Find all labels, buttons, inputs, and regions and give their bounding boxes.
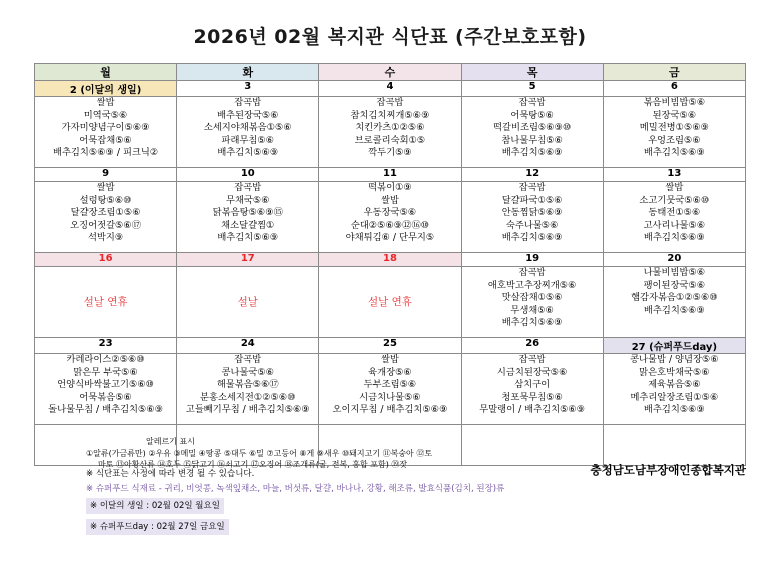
menu-cell	[177, 182, 319, 253]
date-cell: 2 (이달의 생일)	[35, 81, 177, 97]
menu-item: 배추김치⑤⑥⑨	[643, 232, 705, 244]
menu-item: 깍두기⑤⑨	[368, 147, 412, 159]
date-cell: 25	[319, 338, 461, 354]
date-cell: 11	[319, 168, 461, 182]
menu-item: 맛살잡채①⑤⑥	[501, 292, 563, 304]
menu-cell	[35, 182, 177, 253]
date-cell: 18	[319, 253, 461, 267]
menu-item: 돌나물무침 / 배추김치⑤⑥⑨	[48, 404, 164, 416]
date-cell: 13	[603, 168, 745, 182]
menu-item: 오징어젓갈⑤⑥⑰	[70, 219, 142, 231]
menu-item: 쌀밥	[380, 354, 399, 365]
menu-item: 배추김치⑤⑥⑨	[501, 232, 563, 244]
menu-item: 쌀밥	[380, 194, 399, 206]
menu-item: 어묵잡채⑤⑥	[79, 134, 132, 146]
holiday-cell: 설날 연휴	[319, 267, 461, 338]
menu-item: 햄감자볶음①②⑤⑥⑩	[631, 292, 718, 304]
note-superfood-day: ※ 슈퍼푸드day : 02월 27일 금요일	[86, 519, 229, 535]
menu-row	[35, 354, 746, 425]
allergy-legend-line-2: 마토 ⑬아황산류 ⑭호두 ⑮닭고기 ⑯쇠고기 ⑰오징어 ⑱조개류(굴, 전복, 홍합 포함) ⑲잣	[98, 460, 408, 469]
blank-cell	[461, 425, 603, 466]
menu-item: 배추김치⑤⑥⑨	[501, 147, 563, 159]
organization-name: 충청남도남부장애인종합복지관	[590, 463, 746, 477]
menu-item: 안동찜닭⑤⑥⑨	[501, 207, 563, 219]
menu-item: 잡곡밥	[518, 97, 546, 108]
menu-item: 맑은무 부국⑤⑥	[73, 366, 138, 378]
menu-item: 언양식바싹불고기⑤⑥⑩	[57, 379, 155, 391]
date-cell: 17	[177, 253, 319, 267]
weekday-header-fri: 금	[603, 64, 745, 81]
date-cell: 19	[461, 253, 603, 267]
menu-cell	[461, 182, 603, 253]
menu-item: 배추김치⑤⑥⑨	[217, 147, 279, 159]
menu-item: 떡볶이①⑨	[368, 182, 412, 193]
menu-item: 나물비빔밥⑤⑥	[643, 267, 706, 278]
menu-item: 잡곡밥	[518, 182, 546, 193]
menu-item: 메추리알장조림①⑤⑥	[630, 391, 719, 403]
note-change: ※ 식단표는 사정에 따라 변경 될 수 있습니다.	[86, 469, 255, 479]
date-cell: 26	[461, 338, 603, 354]
menu-item: 오이지무침 / 배추김치⑤⑥⑨	[332, 404, 448, 416]
menu-cell	[461, 354, 603, 425]
menu-item: 콩나물밥 / 양념장⑤⑥	[630, 354, 719, 365]
menu-item: 쌀밥	[96, 97, 115, 108]
date-row	[35, 338, 746, 354]
menu-item: 설렁탕⑤⑥⑩	[79, 194, 132, 206]
menu-item: 된장국⑤⑥	[652, 109, 697, 121]
weekday-header-wed: 수	[319, 64, 461, 81]
date-row	[35, 168, 746, 182]
menu-item: 시금치나물⑤⑥	[359, 391, 421, 403]
date-row	[35, 253, 746, 267]
menu-item: 육개장⑤⑥	[368, 366, 412, 378]
menu-item: 소고기뭇국⑤⑥⑩	[639, 194, 710, 206]
date-cell: 10	[177, 168, 319, 182]
date-row	[35, 81, 746, 97]
menu-item: 브로콜리숙회①⑤	[354, 134, 426, 146]
menu-item: 배추김치⑤⑥⑨	[643, 147, 705, 159]
menu-item: 볶음비빔밥⑤⑥	[643, 97, 706, 108]
menu-cell	[603, 97, 745, 168]
menu-item: 야채튀김⑥ / 단무지⑤	[345, 232, 435, 244]
menu-item: 배추김치⑤⑥⑨	[217, 232, 279, 244]
menu-item: 애호박고추장찌개⑤⑥	[487, 279, 577, 291]
menu-item: 쌀밥	[665, 182, 684, 193]
menu-item: 잡곡밥	[234, 97, 262, 108]
allergy-legend-line-1: ①알류(가금류만) ②우유 ③메밀 ④땅콩 ⑤대두 ⑥밀 ⑦고등어 ⑧게 ⑨새우 ⑩돼지고기 ⑪복숭아 ⑫토	[86, 449, 433, 458]
menu-cell	[461, 267, 603, 338]
weekday-header-tue: 화	[177, 64, 319, 81]
menu-item: 제육볶음⑤⑥	[648, 379, 701, 391]
weekday-header-row	[35, 64, 746, 81]
menu-item: 배추김치⑤⑥⑨	[643, 304, 705, 316]
menu-item: 팽이된장국⑤⑥	[643, 279, 706, 291]
menu-cell	[319, 354, 461, 425]
date-cell: 5	[461, 81, 603, 97]
date-cell: 16	[35, 253, 177, 267]
menu-calendar-table	[34, 63, 746, 466]
menu-cell	[319, 182, 461, 253]
menu-item: 쌀밥	[96, 182, 115, 193]
date-cell: 24	[177, 338, 319, 354]
menu-item: 청포묵무침⑤⑥	[501, 391, 563, 403]
menu-item: 배추김치⑤⑥⑨	[501, 317, 563, 329]
holiday-cell: 설날 연휴	[35, 267, 177, 338]
menu-item: 삼치구이	[514, 379, 551, 391]
menu-item: 고들빼기무침 / 배추김치⑤⑥⑨	[185, 404, 310, 416]
menu-item: 달걀파국①⑤⑥	[501, 194, 563, 206]
menu-item: 메밀전병①⑤⑥⑨	[639, 122, 709, 134]
menu-cell	[177, 354, 319, 425]
date-cell: 12	[461, 168, 603, 182]
note-birthday: ※ 이달의 생일 : 02월 02일 월요일	[86, 498, 224, 514]
menu-item: 순대②⑤⑥⑨⑫⑯⑩	[350, 219, 430, 231]
menu-item: 채소달걀찜①	[221, 219, 275, 231]
menu-cell	[177, 97, 319, 168]
date-cell: 9	[35, 168, 177, 182]
menu-item: 잡곡밥	[518, 267, 546, 278]
menu-item: 숙주나물⑤⑥	[505, 219, 559, 231]
menu-cell	[603, 182, 745, 253]
menu-cell	[603, 267, 745, 338]
menu-item: 닭볶음탕⑤⑥⑨⑮	[212, 207, 283, 219]
menu-item: 참나물무침⑤⑥	[501, 134, 563, 146]
menu-item: 무말랭이 / 배추김치⑤⑥⑨	[479, 404, 586, 416]
menu-item: 파래무침⑤⑥	[221, 134, 275, 146]
holiday-cell: 설날	[177, 267, 319, 338]
menu-item: 해물볶음⑤⑥⑰	[216, 379, 279, 391]
menu-item: 소세지야채볶음①⑤⑥	[203, 122, 292, 134]
menu-item: 달걀장조림①⑤⑥	[70, 207, 141, 219]
menu-item: 우엉조림⑤⑥	[648, 134, 701, 146]
date-cell: 20	[603, 253, 745, 267]
menu-item: 가자미양념구이⑤⑥⑨	[61, 122, 150, 134]
menu-item: 배추김치⑤⑥⑨ / 피크닉②	[52, 147, 159, 159]
menu-item: 무생채⑤⑥	[510, 304, 554, 316]
menu-item: 카레라이스②⑤⑥⑩	[66, 354, 145, 365]
menu-item: 무채국⑤⑥	[225, 194, 270, 206]
date-cell: 6	[603, 81, 745, 97]
date-cell: 4	[319, 81, 461, 97]
menu-item: 두부조림⑤⑥	[363, 379, 417, 391]
menu-item: 떡갈비조림⑤⑥⑨⑩	[493, 122, 572, 134]
menu-item: 석박지⑨	[87, 232, 124, 244]
menu-row	[35, 267, 746, 338]
menu-item: 콩나물국⑤⑥	[221, 366, 275, 378]
menu-item: 잡곡밥	[234, 182, 262, 193]
menu-row	[35, 97, 746, 168]
menu-item: 잡곡밥	[376, 97, 404, 108]
menu-item: 참치김치찌개⑤⑥⑨	[350, 109, 430, 121]
menu-item: 어묵볶음⑤⑥	[79, 391, 132, 403]
menu-item: 시금치된장국⑤⑥	[496, 366, 568, 378]
menu-cell	[35, 97, 177, 168]
menu-item: 고사리나물⑤⑥	[643, 219, 706, 231]
menu-calendar-page	[0, 22, 780, 574]
weekday-header-thu: 목	[461, 64, 603, 81]
menu-item: 분홍소세지전①②⑤⑥⑩	[200, 391, 296, 403]
menu-cell	[603, 354, 745, 425]
menu-item: 미역국⑤⑥	[83, 109, 128, 121]
menu-item: 배추된장국⑤⑥	[216, 109, 279, 121]
blank-cell	[603, 425, 745, 466]
menu-item: 잡곡밥	[234, 354, 262, 365]
menu-item: 맑은호박채국⑤⑥	[639, 366, 710, 378]
menu-item: 동태전①⑤⑥	[648, 207, 701, 219]
menu-item: 잡곡밥	[518, 354, 546, 365]
menu-row	[35, 182, 746, 253]
date-cell: 3	[177, 81, 319, 97]
page-title: 2026년 02월 복지관 식단표 (주간보호포함)	[193, 26, 587, 48]
date-cell: 27 (슈퍼푸드day)	[603, 338, 745, 354]
menu-cell	[35, 354, 177, 425]
menu-cell	[319, 97, 461, 168]
date-cell: 23	[35, 338, 177, 354]
allergy-legend	[86, 436, 432, 470]
note-superfood-ingredients: ※ 슈퍼푸드 식재료 - 귀리, 비엇콩, 녹색잎채소, 마늘, 버섯류, 달걀, 바나나, 강황, 해조류, 발효식품(김치, 된장)류	[86, 484, 505, 494]
menu-cell	[461, 97, 603, 168]
allergy-legend-heading: 알레르기 표시	[146, 437, 195, 446]
weekday-header-mon: 월	[35, 64, 177, 81]
menu-item: 배추김치⑤⑥⑨	[643, 404, 705, 416]
menu-item: 치킨카츠①②⑤⑥	[355, 122, 425, 134]
menu-item: 어묵탕⑤⑥	[510, 109, 554, 121]
menu-item: 우동장국⑤⑥	[363, 207, 417, 219]
